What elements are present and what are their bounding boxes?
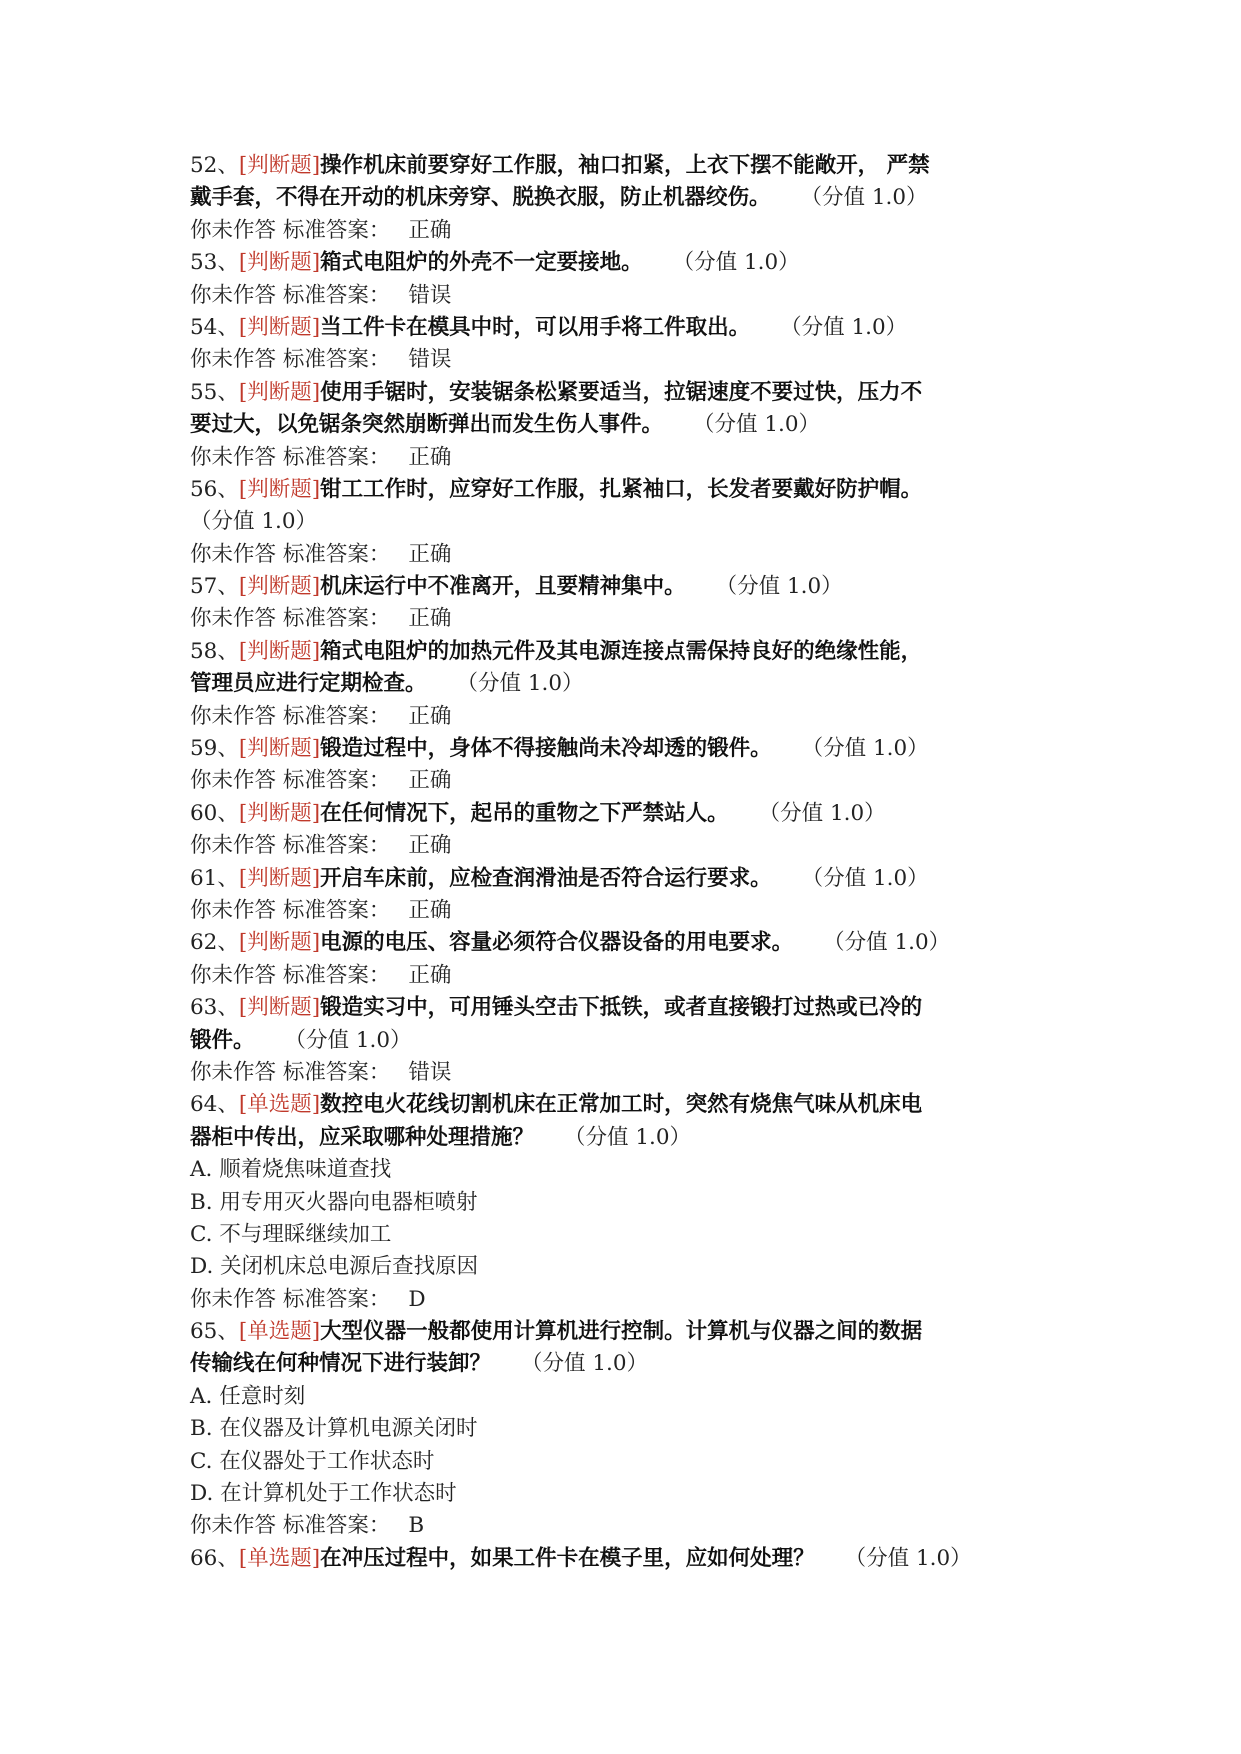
question-item bbox=[190, 312, 1070, 377]
question-type-tag: [单选题] bbox=[238, 1545, 321, 1571]
question-score: （分值 1.0） bbox=[456, 671, 584, 697]
standard-answer: 正确 bbox=[408, 962, 452, 988]
answer-option: D. 在计算机处于工作状态时 bbox=[190, 1481, 457, 1507]
question-number: 59、 bbox=[190, 736, 239, 762]
question-stem: 钳工工作时，应穿好工作服，扎紧袖口，长发者要戴好防护帽。 bbox=[320, 476, 923, 502]
standard-answer: 正确 bbox=[408, 444, 452, 470]
question-stem: 锻造实习中，可用锤头空击下抵铁，或者直接锻打过热或已冷的 bbox=[320, 995, 923, 1021]
answer-line bbox=[190, 280, 1070, 312]
standard-answer: 正确 bbox=[408, 833, 452, 859]
question-stem: 器柜中传出，应采取哪种处理措施？ bbox=[190, 1124, 535, 1150]
question-score: （分值 1.0） bbox=[801, 865, 929, 891]
answer-line bbox=[190, 960, 1070, 992]
question-item bbox=[190, 992, 1070, 1089]
question-line bbox=[190, 863, 1070, 895]
question-line bbox=[190, 312, 1070, 344]
answer-option: C. 在仪器处于工作状态时 bbox=[190, 1448, 435, 1474]
question-item bbox=[190, 636, 1070, 733]
question-line bbox=[190, 798, 1070, 830]
answer-status: 你未作答 标准答案： bbox=[190, 768, 391, 794]
question-item bbox=[190, 927, 1070, 992]
question-score: （分值 1.0） bbox=[672, 250, 800, 276]
option-line bbox=[190, 1251, 1070, 1283]
question-number: 52、 bbox=[190, 153, 239, 178]
question-item bbox=[190, 247, 1070, 312]
answer-status: 你未作答 标准答案： bbox=[190, 347, 391, 373]
question-score: （分值 1.0） bbox=[823, 930, 951, 956]
question-line bbox=[190, 182, 1070, 214]
question-stem: 操作机床前要穿好工作服，袖口扣紧，上衣下摆不能敞开， 严禁 bbox=[320, 153, 930, 178]
answer-status: 你未作答 标准答案： bbox=[190, 703, 391, 729]
question-line bbox=[190, 506, 1070, 538]
question-number: 64、 bbox=[190, 1092, 239, 1118]
answer-line bbox=[190, 701, 1070, 733]
option-line bbox=[190, 1446, 1070, 1478]
standard-answer: 正确 bbox=[408, 703, 452, 729]
standard-answer: 错误 bbox=[408, 347, 452, 373]
answer-line bbox=[190, 603, 1070, 635]
question-line bbox=[190, 992, 1070, 1024]
question-number: 54、 bbox=[190, 314, 239, 340]
question-line bbox=[190, 1089, 1070, 1121]
answer-status: 你未作答 标准答案： bbox=[190, 897, 391, 923]
question-number: 57、 bbox=[190, 574, 239, 600]
question-score: （分值 1.0） bbox=[801, 736, 929, 762]
question-score: （分值 1.0） bbox=[715, 574, 843, 600]
question-line bbox=[190, 636, 1070, 668]
option-line bbox=[190, 1413, 1070, 1445]
question-stem: 戴手套，不得在开动的机床旁穿、脱换衣服，防止机器绞伤。 bbox=[190, 185, 771, 211]
question-type-tag: [判断题] bbox=[238, 250, 321, 276]
standard-answer: 正确 bbox=[408, 768, 452, 794]
question-item bbox=[190, 1089, 1070, 1316]
question-line bbox=[190, 409, 1070, 441]
answer-line bbox=[190, 215, 1070, 247]
question-line bbox=[190, 571, 1070, 603]
answer-option: B. 在仪器及计算机电源关闭时 bbox=[190, 1416, 478, 1442]
question-score: （分值 1.0） bbox=[780, 314, 908, 340]
option-line bbox=[190, 1187, 1070, 1219]
standard-answer: B bbox=[408, 1513, 425, 1539]
answer-line bbox=[190, 765, 1070, 797]
question-type-tag: [判断题] bbox=[238, 865, 321, 891]
question-stem: 在冲压过程中，如果工件卡在模子里，应如何处理？ bbox=[320, 1545, 815, 1571]
answer-status: 你未作答 标准答案： bbox=[190, 1059, 391, 1085]
standard-answer: 正确 bbox=[408, 541, 452, 567]
answer-line bbox=[190, 442, 1070, 474]
question-stem: 箱式电阻炉的外壳不一定要接地。 bbox=[320, 250, 643, 276]
answer-status: 你未作答 标准答案： bbox=[190, 606, 391, 632]
question-type-tag: [判断题] bbox=[238, 574, 321, 600]
question-line bbox=[190, 1543, 1070, 1575]
question-list bbox=[190, 150, 1070, 1575]
question-line bbox=[190, 927, 1070, 959]
question-number: 61、 bbox=[190, 865, 239, 891]
question-number: 62、 bbox=[190, 930, 239, 956]
question-line bbox=[190, 1348, 1070, 1380]
question-type-tag: [判断题] bbox=[238, 476, 321, 502]
answer-option: D. 关闭机床总电源后查找原因 bbox=[190, 1254, 479, 1280]
question-type-tag: [单选题] bbox=[238, 1092, 321, 1118]
question-line bbox=[190, 733, 1070, 765]
option-line bbox=[190, 1219, 1070, 1251]
question-stem: 当工件卡在模具中时，可以用手将工件取出。 bbox=[320, 314, 751, 340]
question-number: 65、 bbox=[190, 1319, 239, 1345]
question-stem: 要过大，以免锯条突然崩断弹出而发生伤人事件。 bbox=[190, 412, 664, 438]
question-number: 60、 bbox=[190, 800, 239, 826]
answer-line bbox=[190, 539, 1070, 571]
answer-status: 你未作答 标准答案： bbox=[190, 282, 391, 308]
question-score: （分值 1.0） bbox=[564, 1124, 692, 1150]
question-item bbox=[190, 571, 1070, 636]
standard-answer: 正确 bbox=[408, 217, 452, 243]
answer-status: 你未作答 标准答案： bbox=[190, 444, 391, 470]
question-type-tag: [判断题] bbox=[238, 314, 321, 340]
question-score: （分值 1.0） bbox=[284, 1027, 412, 1053]
question-type-tag: [判断题] bbox=[238, 638, 321, 664]
question-item bbox=[190, 863, 1070, 928]
question-score: （分值 1.0） bbox=[693, 412, 821, 438]
question-line bbox=[190, 247, 1070, 279]
answer-status: 你未作答 标准答案： bbox=[190, 1513, 391, 1539]
question-number: 56、 bbox=[190, 476, 239, 502]
question-line bbox=[190, 150, 1070, 182]
question-score: （分值 1.0） bbox=[758, 800, 886, 826]
answer-option: A. 顺着烧焦味道查找 bbox=[190, 1157, 392, 1183]
question-stem: 锻造过程中，身体不得接触尚未冷却透的锻件。 bbox=[320, 736, 772, 762]
question-item bbox=[190, 1316, 1070, 1543]
standard-answer: 正确 bbox=[408, 897, 452, 923]
question-type-tag: [单选题] bbox=[238, 1319, 321, 1345]
question-line bbox=[190, 668, 1070, 700]
answer-status: 你未作答 标准答案： bbox=[190, 833, 391, 859]
answer-status: 你未作答 标准答案： bbox=[190, 1286, 391, 1312]
answer-line bbox=[190, 895, 1070, 927]
question-number: 58、 bbox=[190, 638, 239, 664]
question-type-tag: [判断题] bbox=[238, 736, 321, 762]
standard-answer: 错误 bbox=[408, 1059, 452, 1085]
answer-line bbox=[190, 1057, 1070, 1089]
question-line bbox=[190, 1316, 1070, 1348]
question-line bbox=[190, 474, 1070, 506]
question-stem: 箱式电阻炉的加热元件及其电源连接点需保持良好的绝缘性能， bbox=[320, 638, 923, 664]
question-type-tag: [判断题] bbox=[238, 995, 321, 1021]
question-type-tag: [判断题] bbox=[238, 153, 321, 178]
question-stem: 机床运行中不准离开，且要精神集中。 bbox=[320, 574, 686, 600]
question-type-tag: [判断题] bbox=[238, 379, 321, 405]
option-line bbox=[190, 1381, 1070, 1413]
question-number: 66、 bbox=[190, 1545, 239, 1571]
answer-line bbox=[190, 830, 1070, 862]
question-number: 63、 bbox=[190, 995, 239, 1021]
question-line bbox=[190, 1122, 1070, 1154]
question-item bbox=[190, 798, 1070, 863]
question-type-tag: [判断题] bbox=[238, 930, 321, 956]
question-item bbox=[190, 1543, 1070, 1575]
question-item bbox=[190, 150, 1070, 247]
answer-status: 你未作答 标准答案： bbox=[190, 962, 391, 988]
answer-option: A. 任意时刻 bbox=[190, 1383, 306, 1409]
question-stem: 在任何情况下，起吊的重物之下严禁站人。 bbox=[320, 800, 729, 826]
option-line bbox=[190, 1154, 1070, 1186]
standard-answer: 错误 bbox=[408, 282, 452, 308]
answer-line bbox=[190, 1510, 1070, 1542]
question-stem: 传输线在何种情况下进行装卸？ bbox=[190, 1351, 492, 1377]
question-score: （分值 1.0） bbox=[521, 1351, 649, 1377]
question-score: （分值 1.0） bbox=[800, 185, 928, 211]
question-score: （分值 1.0） bbox=[190, 509, 318, 535]
option-line bbox=[190, 1478, 1070, 1510]
question-number: 53、 bbox=[190, 250, 239, 276]
answer-line bbox=[190, 1284, 1070, 1316]
question-item bbox=[190, 377, 1070, 474]
answer-status: 你未作答 标准答案： bbox=[190, 217, 391, 243]
question-score: （分值 1.0） bbox=[844, 1545, 972, 1571]
question-type-tag: [判断题] bbox=[238, 800, 321, 826]
standard-answer: D bbox=[408, 1286, 426, 1312]
question-stem: 锻件。 bbox=[190, 1027, 255, 1053]
question-stem: 管理员应进行定期检查。 bbox=[190, 671, 427, 697]
question-stem: 开启车床前，应检查润滑油是否符合运行要求。 bbox=[320, 865, 772, 891]
question-stem: 使用手锯时，安装锯条松紧要适当，拉锯速度不要过快，压力不 bbox=[320, 379, 923, 405]
answer-option: B. 用专用灭火器向电器柜喷射 bbox=[190, 1189, 478, 1215]
answer-line bbox=[190, 344, 1070, 376]
question-stem: 电源的电压、容量必须符合仪器设备的用电要求。 bbox=[320, 930, 794, 956]
question-stem: 大型仪器一般都使用计算机进行控制。计算机与仪器之间的数据 bbox=[320, 1319, 923, 1345]
answer-option: C. 不与理睬继续加工 bbox=[190, 1221, 392, 1247]
standard-answer: 正确 bbox=[408, 606, 452, 632]
question-number: 55、 bbox=[190, 379, 239, 405]
question-stem: 数控电火花线切割机床在正常加工时，突然有烧焦气味从机床电 bbox=[320, 1092, 923, 1118]
answer-status: 你未作答 标准答案： bbox=[190, 541, 391, 567]
question-item bbox=[190, 474, 1070, 571]
question-line bbox=[190, 377, 1070, 409]
question-line bbox=[190, 1025, 1070, 1057]
question-item bbox=[190, 733, 1070, 798]
